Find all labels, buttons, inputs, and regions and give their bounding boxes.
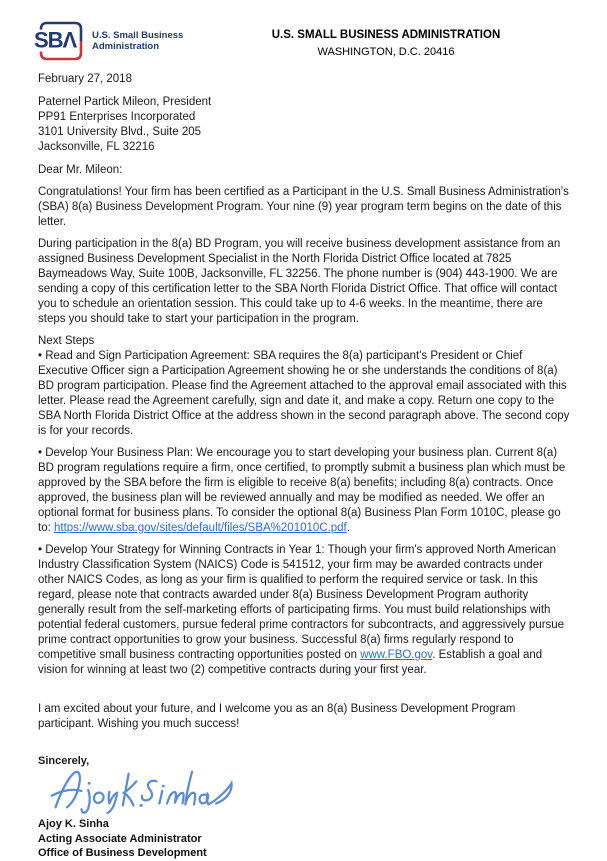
salutation: Dear Mr. Mileon: [38,164,123,176]
letter-date: February 27, 2018 [38,73,132,85]
handwritten-signature-icon [44,765,244,815]
closing-paragraph: I am excited about your future, and I welcome you as an 8(a) Business Development Program participant. Wishing you much success! [38,703,516,730]
recipient-name: Paternel Partick Mileon, President [38,96,212,108]
bullet-business-plan-text: • Develop Your Business Plan: We encourage you to start developing your business plan. Current 8(a) BD program regulations require a firm, once certified, to promptly submit a business plan which must be approved by the SBA before the firm is eligible to receive 8(a) benefits; including 8(a) contracts. Once approved, the business plan will be reviewed annually and may be modified as needed. We offer an optional format for business plans. To consider the optional 8(a) Business Plan Form 1010C, please go to: [38,447,566,534]
signer-title: Acting Associate Administrator [38,832,202,845]
bullet-participation-agreement: • Read and Sign Participation Agreement: SBA requires the 8(a) participant's President or Chief Executive Officer sign a Participation Agreement showing he or she understands the conditions of 8(a) BD program participation. Please find the Agreement attached to the approval email associated with this letter. Please read the Agreement carefully, sign and date it, and make a copy. Return one copy to the SBA North Florida District Office at the address shown in the second paragraph above. The second copy is for your records. [38,350,570,437]
bullet-winning-contracts-tail: . Establish a goal and vision for winning at least two (2) competitive contracts during your first year. [38,649,543,676]
letterhead [34,20,572,62]
bullet-winning-contracts [38,543,572,678]
sba-logo [34,20,228,62]
recipient-city: Jacksonville, FL 32216 [38,141,155,153]
sba-logo-text [92,30,183,53]
signer-office: Office of Business Development [38,847,207,859]
sba-form-1010c-link[interactable]: https://www.sba.gov/sites/default/files/SBA%201010C.pdf [53,522,347,534]
sba-logo-org-line2: Administration [92,41,160,52]
bullet-winning-contracts-text: • Develop Your Strategy for Winning Contracts in Year 1: Though your firm's approved North American Industry Classification System (NAICS) Code is 541512, your firm may be awarded contracts under other NAICS Codes, as long as your firm is qualified to perform the required service or task. In this regard, please note that contracts awarded under 8(a) Business Development Program authority generally result from the self-marketing efforts of participating firms. You must build relationships with potential federal customers, pursue federal prime contractors for subcontracts, and aggressively pursue prime contract opportunities to grow your business. Successful 8(a) firms regularly respond to competitive small business contracting opportunities posted on [38,544,565,661]
paragraph-district-office: During participation in the 8(a) BD Program, you will receive business development assistance from an assigned Business Development Specialist in the North Florida District Office located at 7825 Baymeadows Way, Suite 100B, Jacksonville, FL 32256. The phone number is (904) 443-1900. We are sending a copy of this certification letter to the SBA North Florida District Office. That office will contact you to schedule an orientation session. This could take up to 4-6 weeks. In the meantime, there are steps you should take to start your participation in the program. [38,238,561,325]
agency-address: WASHINGTON, D.C. 20416 [317,46,455,58]
signer-name: Ajoy K. Sinha [38,818,109,830]
bullet-business-plan-period: . [346,522,350,534]
agency-title: U.S. SMALL BUSINESS ADMINISTRATION [271,29,501,41]
signer-block [38,817,572,861]
sba-logo-org-line1: U.S. Small Business [92,29,184,41]
sba-logo-mark [34,20,84,62]
sba-logo-letters: SBΛ [34,27,77,53]
sincerely-text: Sincerely, [38,755,90,767]
fbo-gov-link[interactable]: www.FBO.gov [360,649,433,661]
bullet-business-plan [38,446,572,536]
recipient-company: PP91 Enterprises Incorporated [38,111,196,123]
paragraph-congratulations: Congratulations! Your firm has been certified as a Participant in the U.S. Small Business Administration's (SBA) 8(a) Business Development Program. Your nine (9) year program term begins on the date of this letter. [38,186,569,228]
recipient-block [38,95,572,155]
recipient-street: 3101 University Blvd., Suite 205 [38,126,202,138]
next-steps-heading: Next Steps [38,335,95,347]
letterhead-center [228,20,544,60]
